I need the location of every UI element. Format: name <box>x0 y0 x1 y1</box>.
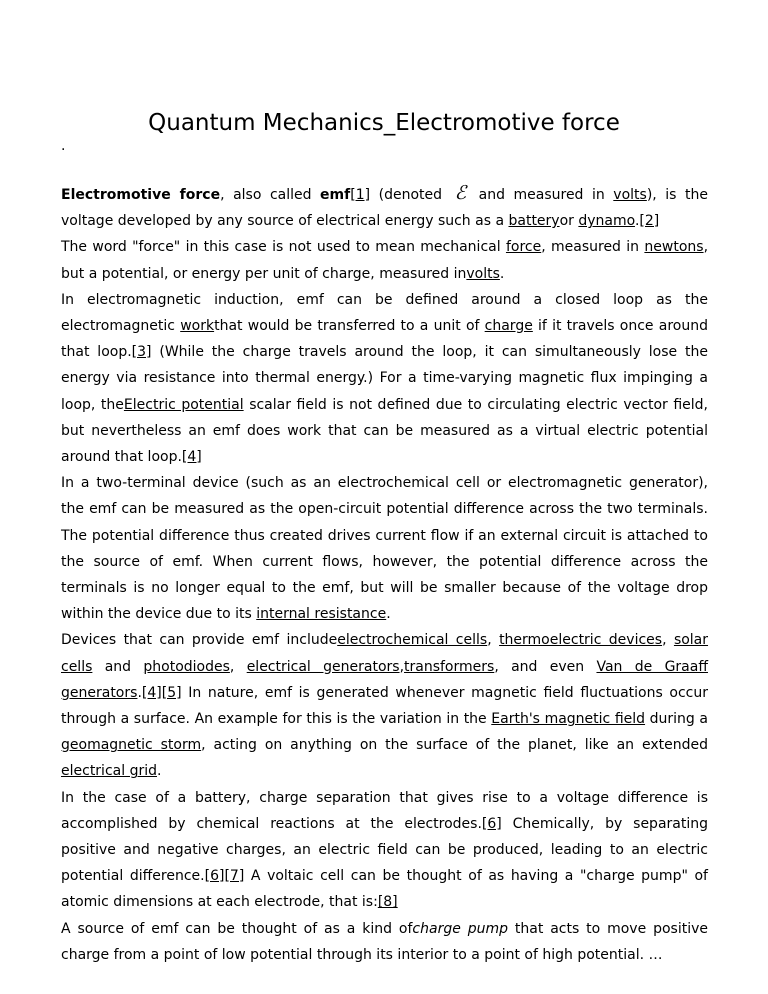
text-run: . <box>499 265 505 282</box>
wiki-link[interactable]: work <box>180 318 215 335</box>
stray-dot: . <box>61 138 66 154</box>
paragraph <box>61 785 708 916</box>
page-title: Quantum Mechanics_Electromotive force <box>148 110 620 136</box>
wiki-link[interactable]: electrical generators <box>246 658 400 675</box>
citation-link[interactable]: [8] <box>377 894 398 911</box>
wiki-link[interactable]: solar cells <box>61 632 709 675</box>
text-run: , <box>487 632 500 649</box>
text-run: , <box>662 632 674 649</box>
paragraph <box>61 182 708 234</box>
wiki-link[interactable]: battery <box>508 213 560 230</box>
text-run: that acts to move positive charge from a point of low potential through its interior to a point of high potential. … <box>61 920 709 963</box>
bold-term: Electromotive force <box>61 187 221 203</box>
text-run: In nature, emf is generated whenever magnetic field fluctuations occur through a surface. An example for this is the variation in the <box>61 684 708 728</box>
wiki-link[interactable]: force <box>505 239 542 256</box>
text-run: In electromagnetic induction, emf can be defined around a closed loop as the electromagnetic <box>61 291 708 335</box>
text-run: or <box>559 213 579 230</box>
bold-term: emf <box>320 187 351 203</box>
text-run: Chemically, by separating positive and negative charges, an electric field can be produced, leading to an electric potential difference. <box>61 815 708 885</box>
text-run: during a <box>645 711 708 728</box>
paragraph <box>61 287 708 470</box>
wiki-link[interactable]: volts <box>466 265 500 282</box>
citation-link[interactable]: [4] <box>181 449 202 466</box>
text-run: and measured in <box>470 187 614 203</box>
text-run: A source of emf can be thought of as a kind of <box>61 920 413 937</box>
text-run: , measured in <box>541 239 645 256</box>
text-run: (While the charge travels around the loop, it can simultaneously lose the energy via resistance into thermal energy.) For a time-varying magnetic flux impinging a loop, the <box>61 344 708 413</box>
text-run: ), is the voltage developed by any source of electrical energy such as a <box>61 187 708 230</box>
wiki-link[interactable]: transformers <box>404 658 495 675</box>
wiki-link[interactable]: thermoelectric devices <box>499 632 663 649</box>
text-run: , and even <box>494 658 597 675</box>
wiki-link[interactable]: photodiodes <box>143 658 230 675</box>
wiki-link[interactable]: electrical grid <box>61 763 157 780</box>
citation-link[interactable]: [4] <box>141 684 162 701</box>
wiki-link[interactable]: dynamo <box>578 213 635 230</box>
text-run: . <box>386 606 391 623</box>
text-run: , <box>399 658 405 675</box>
citation-link[interactable]: [2] <box>639 213 660 230</box>
wiki-link[interactable]: Electric potential <box>123 396 244 413</box>
text-run: , also called <box>220 187 321 203</box>
wiki-link[interactable]: charge <box>484 318 533 335</box>
wiki-link[interactable]: newtons <box>644 239 704 256</box>
text-run: scalar field is not defined due to circulating electric vector field, but nevertheless an emf does work that can be measured as a virtual electric potential around that loop. <box>61 396 708 466</box>
citation-link[interactable]: [1] <box>350 187 371 203</box>
paragraph <box>61 234 708 286</box>
citation-link[interactable]: [5] <box>161 684 182 701</box>
wiki-link[interactable]: electrochemical cells <box>337 632 488 649</box>
text-run: Devices that can provide emf include <box>61 632 338 649</box>
text-run: , acting on anything on the surface of the planet, like an extended <box>201 737 708 754</box>
text-run: and <box>92 658 144 675</box>
text-run: , <box>229 658 247 675</box>
text-run: In a two-terminal device (such as an electrochemical cell or electromagnetic generator), the emf can be measured as the open-circuit potential difference across the two terminals. The potential difference thus created drives current flow if an external circuit is attached to the source of emf. When current flows, however, the potential difference across the terminals is no longer equal to the emf, but will be smaller because of the voltage drop within the device due to its <box>61 475 708 623</box>
paragraph <box>61 627 708 784</box>
text-run: . <box>156 763 162 780</box>
citation-link[interactable]: [7] <box>224 868 245 885</box>
article-body <box>61 182 708 968</box>
text-run: . <box>137 684 142 701</box>
wiki-link[interactable]: Earth's magnetic field <box>491 711 646 728</box>
text-run: . <box>634 213 640 230</box>
citation-link[interactable]: [3] <box>131 344 152 361</box>
citation-link[interactable]: [6] <box>204 868 225 885</box>
italic-term: charge pump <box>412 920 508 937</box>
text-run: A voltaic cell can be thought of as having a "charge pump" of atomic dimensions at each electrode, that is: <box>61 868 708 911</box>
wiki-link[interactable]: volts <box>613 187 647 203</box>
text-run: that would be transferred to a unit of <box>214 318 485 335</box>
text-run: if it travels once around that loop. <box>61 318 708 361</box>
paragraph <box>61 470 708 627</box>
text-run: (denoted <box>370 187 451 203</box>
text-run: , but a potential, or energy per unit of charge, measured in <box>61 239 709 282</box>
wiki-link[interactable]: internal resistance <box>256 606 387 623</box>
paragraph <box>61 916 708 968</box>
wiki-link[interactable]: Van de Graaff generators <box>61 658 708 701</box>
emf-symbol: ℰ <box>454 182 467 204</box>
citation-link[interactable]: [6] <box>481 815 502 832</box>
wiki-link[interactable]: geomagnetic storm <box>61 737 202 754</box>
text-run: The word "force" in this case is not used to mean mechanical <box>61 239 506 256</box>
text-run: In the case of a battery, charge separation that gives rise to a voltage difference is accomplished by chemical reactions at the electrodes. <box>61 789 708 832</box>
